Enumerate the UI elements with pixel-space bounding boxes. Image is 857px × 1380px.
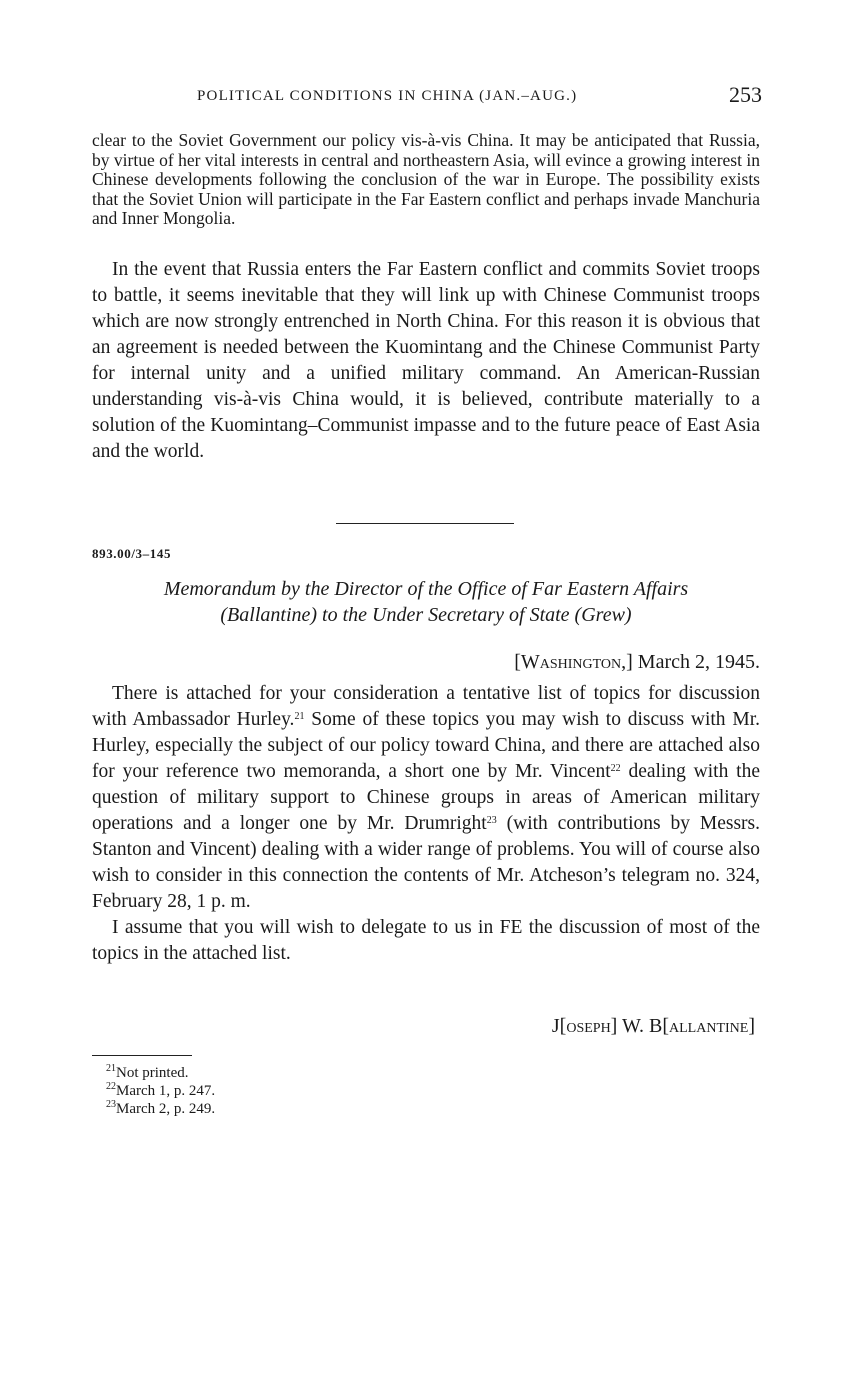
memo-text-d: (with contributions by Messrs. Stanton and Vincent) dealing with a wider range of problems. You will of course also wish to consider in this connection the contents of Mr. Atcheson’s telegram no. 324, February 28, 1 p. m. <box>92 813 760 912</box>
memo-text-b: Some of these topics you may wish to discuss with Mr. Hurley, especially the subject of our policy toward China, and there are attached also for your reference two memoranda, a short one by Mr. Vincent <box>92 709 760 782</box>
footnote-ref-22: 22 <box>610 763 621 774</box>
footnotes <box>106 1064 215 1118</box>
footnote-ref-23: 23 <box>486 815 497 826</box>
paragraph-block <box>92 257 760 465</box>
memo-paragraph-2: I assume that you will wish to delegate to us in FE the discussion of most of the topics in the attached list. <box>92 917 760 964</box>
memo-text-a: There is attached for your consideration a tentative list of topics for discussion with Ambassador Hurley. <box>92 683 760 730</box>
footnote-ref-21: 21 <box>294 711 305 722</box>
footnote-num: 22 <box>106 1081 116 1092</box>
memo-title <box>92 576 760 628</box>
dateline <box>514 651 760 674</box>
footnote-22 <box>106 1082 215 1100</box>
memo-paragraph-1 <box>92 681 760 915</box>
paragraph-continuation: clear to the Soviet Government our policy vis-à-vis China. It may be anticipated that Russia, by virtue of her vital interests in central and northeastern Asia, will evince a growing interest in Chinese developments following the conclusion of the war in Europe. The possibility exists that the Soviet Union will participate in the Far Eastern conflict and perhaps invade Manchuria and Inner Mongolia. <box>92 130 760 229</box>
paragraph-russia: In the event that Russia enters the Far Eastern conflict and commits Soviet troops to battle, it seems inevitable that they will link up with Chinese Communist troops which are now strongly entrenched in North China. For this reason it is obvious that an agreement is needed between the Kuomintang and the Chinese Communist Party for internal unity and a unified military command. An American-Russian understanding vis-à-vis China would, it is believed, contribute materially to a solution of the Kuomintang–Communist impasse and to the future peace of East Asia and the world. <box>92 259 760 462</box>
footnote-num: 21 <box>106 1063 116 1074</box>
section-divider <box>336 523 514 524</box>
footnote-23 <box>106 1100 215 1118</box>
footnote-21 <box>106 1064 215 1082</box>
footnote-rule <box>92 1055 192 1056</box>
page-number: 253 <box>729 82 762 107</box>
footnote-text: Not printed. <box>116 1065 189 1081</box>
dateline-place: [Washington,] <box>514 651 633 673</box>
footnote-num: 23 <box>106 1099 116 1110</box>
continued-paragraph <box>92 131 760 229</box>
signature: J[oseph] W. B[allantine] <box>551 1015 755 1037</box>
file-number: 893.00/3–145 <box>92 546 172 561</box>
memo-text-c: dealing with the question of military support to Chinese groups in areas of American military operations and a longer one by Mr. Drumright <box>92 761 760 834</box>
memo-body <box>92 681 760 967</box>
memo-title-line-1: Memorandum by the Director of the Office of Far Eastern Affairs <box>163 578 689 600</box>
footnote-text: March 2, p. 249. <box>116 1101 216 1117</box>
dateline-date: March 2, 1945. <box>637 651 760 673</box>
footnote-text: March 1, p. 247. <box>116 1083 216 1099</box>
page-header <box>92 78 762 114</box>
running-head: POLITICAL CONDITIONS IN CHINA (JAN.–AUG.) <box>197 88 578 104</box>
memo-title-line-2: (Ballantine) to the Under Secretary of State (Grew) <box>220 604 632 626</box>
